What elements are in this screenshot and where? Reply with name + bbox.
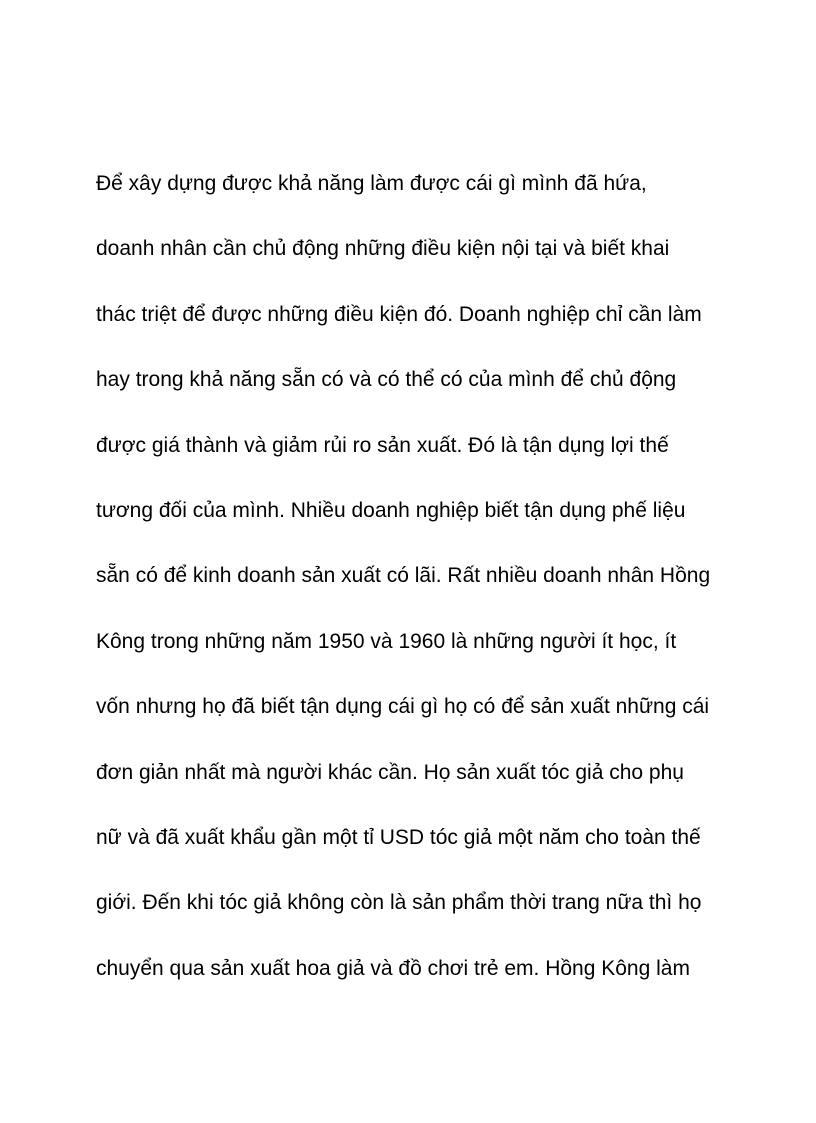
text-line: doanh nhân cần chủ động những điều kiện nội tại và biết khai bbox=[96, 237, 670, 261]
text-line: thác triệt để được những điều kiện đó. Doanh nghiệp chỉ cần làm bbox=[96, 302, 702, 326]
text-line: tương đối của mình. Nhiều doanh nghiệp biết tận dụng phế liệu bbox=[96, 498, 686, 522]
text-line: chuyển qua sản xuất hoa giả và đồ chơi trẻ em. Hồng Kông làm bbox=[96, 956, 690, 980]
text-line: vốn nhưng họ đã biết tận dụng cái gì họ có để sản xuất những cái bbox=[96, 695, 710, 719]
text-line: đơn giản nhất mà người khác cần. Họ sản xuất tóc giả cho phụ bbox=[96, 760, 684, 784]
text-line: được giá thành và giảm rủi ro sản xuất. Đó là tận dụng lợi thế bbox=[96, 433, 669, 457]
text-line: Kông trong những năm 1950 và 1960 là những người ít học, ít bbox=[96, 629, 677, 653]
body-paragraph bbox=[96, 160, 736, 1010]
text-line: nữ và đã xuất khẩu gần một tỉ USD tóc giả một năm cho toàn thế bbox=[96, 825, 701, 849]
text-line: Để xây dựng được khả năng làm được cái gì mình đã hứa, bbox=[96, 172, 647, 195]
text-line: hay trong khả năng sẵn có và có thể có của mình để chủ động bbox=[96, 368, 677, 392]
text-line: sẵn có để kinh doanh sản xuất có lãi. Rất nhiều doanh nhân Hồng bbox=[96, 564, 711, 588]
text-line: giới. Đến khi tóc giả không còn là sản phẩm thời trang nữa thì họ bbox=[96, 891, 702, 915]
